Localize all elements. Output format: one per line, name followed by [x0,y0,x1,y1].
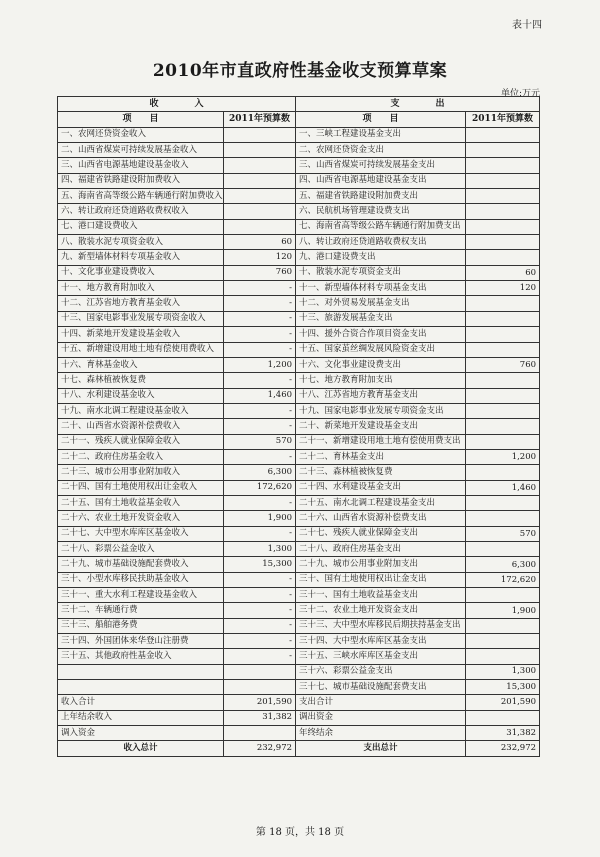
expense-item-value: 1,300 [466,664,540,679]
income-item-value [224,664,296,679]
expense-item-label: 六、民航机场管理建设费支出 [296,204,466,219]
expense-item-label: 三十、国有土地使用权出让金支出 [296,572,466,587]
income-item-value: 570 [224,434,296,449]
expense-item-label: 二十八、政府住房基金支出 [296,541,466,556]
table-row [58,526,540,541]
income-summary-value: 31,382 [224,710,296,725]
table-row [58,296,540,311]
income-item-label: 二十五、国有土地收益基金收入 [58,495,224,510]
table-row [58,449,540,464]
expense-item-value [466,296,540,311]
expense-summary-label: 年终结余 [296,726,466,741]
expense-item-value: 570 [466,526,540,541]
table-row [58,618,540,633]
expense-item-value [466,511,540,526]
table-row [58,557,540,572]
table-row [58,219,540,234]
table-row [58,511,540,526]
income-item-value [224,143,296,158]
expense-item-value [466,250,540,265]
income-item-label: 二、山西省煤炭可持续发展基金收入 [58,143,224,158]
expense-item-value [466,403,540,418]
expense-item-label: 二十九、城市公用事业附加支出 [296,557,466,572]
income-item-value: - [224,342,296,357]
income-summary-label: 收入合计 [58,695,224,710]
income-item-value: 1,460 [224,388,296,403]
expense-item-label: 十、散装水泥专项资金支出 [296,265,466,280]
table-row [58,480,540,495]
page-title: 2010年市直政府性基金收支预算草案 [152,61,448,81]
table-row [58,680,540,695]
table-row [58,158,540,173]
expense-item-label: 十九、国家电影事业发展专项资金支出 [296,403,466,418]
table-row [58,373,540,388]
table-row [58,235,540,250]
expense-budget-header: 2011年预算数 [466,112,540,127]
income-summary-label: 收入总计 [58,741,224,756]
expense-item-label: 三十六、彩票公益金支出 [296,664,466,679]
income-item-value: - [224,588,296,603]
expense-item-value [466,311,540,326]
expense-item-label: 三十四、大中型水库库区基金支出 [296,634,466,649]
income-summary-value [224,726,296,741]
income-item-label: 十四、新菜地开发建设基金收入 [58,327,224,342]
income-item-label [58,680,224,695]
expense-item-value [466,235,540,250]
income-item-value: 6,300 [224,465,296,480]
income-item-value [224,189,296,204]
expense-item-label: 八、转让政府还贷道路收费权支出 [296,235,466,250]
income-item-label: 十五、新增建设用地土地有偿使用费收入 [58,342,224,357]
income-item-label: 四、福建省铁路建设附加费收入 [58,173,224,188]
table-row [58,403,540,418]
column-header-row [58,112,540,127]
income-summary-label: 上年结余收入 [58,710,224,725]
income-item-value: - [224,618,296,633]
income-item-value: - [224,649,296,664]
table-row [58,327,540,342]
expense-item-label: 二十二、育林基金支出 [296,449,466,464]
expense-item-value [466,327,540,342]
expense-item-label: 七、海南省高等级公路车辆通行附加费支出 [296,219,466,234]
income-item-value [224,173,296,188]
income-summary-label: 调入资金 [58,726,224,741]
income-item-label: 二十七、大中型水库库区基金收入 [58,526,224,541]
summary-row [58,710,540,725]
table-row [58,265,540,280]
income-item-value: 1,200 [224,357,296,372]
table-row [58,649,540,664]
income-item-value [224,219,296,234]
income-item-value: - [224,403,296,418]
expense-summary-label: 支出合计 [296,695,466,710]
income-item-label: 十七、森林植被恢复费 [58,373,224,388]
expense-item-label: 十七、地方教育附加支出 [296,373,466,388]
expense-item-value [466,173,540,188]
income-item-value: 120 [224,250,296,265]
income-item-label [58,664,224,679]
expense-item-value [466,649,540,664]
expense-item-label: 十五、国家茧丝绸发展风险资金支出 [296,342,466,357]
expense-item-label: 二十三、森林植被恢复费 [296,465,466,480]
expense-item-label: 三十二、农业土地开发资金支出 [296,603,466,618]
expense-item-label: 二十五、南水北调工程建设基金支出 [296,495,466,510]
income-item-label: 十八、水利建设基金收入 [58,388,224,403]
expense-item-value: 1,900 [466,603,540,618]
expense-item-value [466,342,540,357]
income-item-label: 十三、国家电影事业发展专项资金收入 [58,311,224,326]
income-item-label: 二十一、残疾人就业保障金收入 [58,434,224,449]
expense-item-value [466,219,540,234]
expense-item-value [466,434,540,449]
expense-item-value: 1,460 [466,480,540,495]
income-item-label: 十六、育林基金收入 [58,357,224,372]
income-item-label: 二十三、城市公用事业附加收入 [58,465,224,480]
expense-item-label: 二、农网还贷资金支出 [296,143,466,158]
table-row [58,189,540,204]
income-item-value: 1,900 [224,511,296,526]
income-item-label: 十九、南水北调工程建设基金收入 [58,403,224,418]
income-budget-header: 2011年预算数 [224,112,296,127]
table-row [58,388,540,403]
income-item-label: 二十八、彩票公益金收入 [58,541,224,556]
income-item-value: - [224,634,296,649]
table-row [58,572,540,587]
income-item-header: 项 目 [58,112,224,127]
table-row [58,495,540,510]
table-row [58,281,540,296]
income-item-label: 五、海南省高等级公路车辆通行附加费收入 [58,189,224,204]
expense-item-header: 项 目 [296,112,466,127]
page-footer: 第 18 页，共 18 页 [255,827,345,838]
income-summary-value: 232,972 [224,741,296,756]
income-item-label: 二十、山西省水资源补偿费收入 [58,419,224,434]
summary-row [58,695,540,710]
income-item-label: 十、文化事业建设费收入 [58,265,224,280]
table-row [58,143,540,158]
expense-item-value [466,204,540,219]
expense-item-value [466,419,540,434]
expense-item-value [466,588,540,603]
summary-row [58,741,540,756]
income-item-label: 三十五、其他政府性基金收入 [58,649,224,664]
income-item-label: 十一、地方教育附加收入 [58,281,224,296]
table-row [58,465,540,480]
expense-item-value [466,495,540,510]
expense-item-value: 1,200 [466,449,540,464]
income-item-value: 1,300 [224,541,296,556]
income-item-value: - [224,281,296,296]
expense-item-value: 120 [466,281,540,296]
expense-summary-value: 201,590 [466,695,540,710]
expense-item-label: 十三、旅游发展基金支出 [296,311,466,326]
table-row [58,127,540,142]
expense-item-label: 三十五、三峡水库库区基金支出 [296,649,466,664]
income-item-label: 一、农网还贷资金收入 [58,127,224,142]
table-row [58,357,540,372]
expense-item-label: 二十、新菜地开发建设基金支出 [296,419,466,434]
expense-item-value: 60 [466,265,540,280]
income-item-value: - [224,419,296,434]
income-item-label: 三十一、重大水利工程建设基金收入 [58,588,224,603]
expense-item-value [466,465,540,480]
income-item-value: 60 [224,235,296,250]
income-item-label: 三十三、船舶港务费 [58,618,224,633]
income-section-header: 收 入 [58,97,296,112]
table-row [58,603,540,618]
table-row [58,634,540,649]
expense-summary-label: 支出总计 [296,741,466,756]
expense-item-value [466,158,540,173]
expense-item-label: 三十三、大中型水库移民后期扶持基金支出 [296,618,466,633]
income-item-label: 八、散装水泥专项资金收入 [58,235,224,250]
income-item-value: - [224,495,296,510]
expense-item-label: 二十七、残疾人就业保障金支出 [296,526,466,541]
income-item-value [224,680,296,695]
income-item-value: - [224,572,296,587]
income-item-label: 二十九、城市基础设施配套费收入 [58,557,224,572]
income-item-label: 七、港口建设费收入 [58,219,224,234]
table-row [58,419,540,434]
expense-item-label: 三十一、国有土地收益基金支出 [296,588,466,603]
expense-item-label: 十六、文化事业建设费支出 [296,357,466,372]
expense-item-label: 四、山西省电源基地建设基金支出 [296,173,466,188]
table-row [58,664,540,679]
income-item-label: 十二、江苏省地方教育基金收入 [58,296,224,311]
expense-item-label: 二十四、水利建设基金支出 [296,480,466,495]
table-row [58,173,540,188]
expense-item-value [466,541,540,556]
table-row [58,434,540,449]
expense-item-value [466,618,540,633]
income-item-value: - [224,373,296,388]
expense-summary-value: 31,382 [466,726,540,741]
summary-row [58,726,540,741]
expense-item-label: 九、港口建设费支出 [296,250,466,265]
table-number: 表十四 [512,20,542,31]
expense-item-value [466,143,540,158]
income-item-label: 二十二、政府住房基金收入 [58,449,224,464]
expense-summary-value: 232,972 [466,741,540,756]
expense-item-value [466,634,540,649]
income-item-value: - [224,296,296,311]
income-item-value [224,127,296,142]
expense-item-label: 十一、新型墙体材料专项基金支出 [296,281,466,296]
income-item-value: - [224,449,296,464]
expense-item-label: 三、山西省煤炭可持续发展基金支出 [296,158,466,173]
expense-item-label: 三十七、城市基础设施配套费支出 [296,680,466,695]
income-item-value: 172,620 [224,480,296,495]
expense-item-value: 172,620 [466,572,540,587]
expense-item-value [466,373,540,388]
income-item-value: 15,300 [224,557,296,572]
income-item-value [224,204,296,219]
section-header-row [58,97,540,112]
expense-item-label: 十二、对外贸易发展基金支出 [296,296,466,311]
unit-label: 单位:万元 [500,89,540,99]
expense-summary-value [466,710,540,725]
income-item-value: - [224,311,296,326]
expense-item-value: 760 [466,357,540,372]
income-item-label: 三十四、外国团体来华登山注册费 [58,634,224,649]
expense-item-label: 十八、江苏省地方教育基金支出 [296,388,466,403]
expense-item-label: 一、三峡工程建设基金支出 [296,127,466,142]
table-row [58,588,540,603]
expense-item-value [466,388,540,403]
table-row [58,204,540,219]
table-row [58,342,540,357]
table-row [58,541,540,556]
expense-item-value: 6,300 [466,557,540,572]
income-item-value: - [224,327,296,342]
expense-item-label: 五、福建省铁路建设附加费支出 [296,189,466,204]
expense-summary-label: 调出资金 [296,710,466,725]
expense-item-label: 二十一、新增建设用地土地有偿使用费支出 [296,434,466,449]
income-item-label: 三、山西省电源基地建设基金收入 [58,158,224,173]
income-item-label: 三十、小型水库移民扶助基金收入 [58,572,224,587]
expense-section-header: 支 出 [296,97,540,112]
income-item-value [224,158,296,173]
income-item-label: 六、转让政府还贷道路收费权收入 [58,204,224,219]
table-row [58,250,540,265]
income-item-label: 九、新型墙体材料专项基金收入 [58,250,224,265]
expense-item-value: 15,300 [466,680,540,695]
expense-item-label: 二十六、山西省水资源补偿费支出 [296,511,466,526]
income-item-value: - [224,603,296,618]
income-summary-value: 201,590 [224,695,296,710]
table-row [58,311,540,326]
income-item-label: 二十六、农业土地开发资金收入 [58,511,224,526]
income-item-value: - [224,526,296,541]
expense-item-value [466,189,540,204]
income-item-label: 二十四、国有土地使用权出让金收入 [58,480,224,495]
expense-item-value [466,127,540,142]
expense-item-label: 十四、援外合资合作项目资金支出 [296,327,466,342]
income-item-value: 760 [224,265,296,280]
income-item-label: 三十二、车辆通行费 [58,603,224,618]
budget-table [57,96,540,757]
